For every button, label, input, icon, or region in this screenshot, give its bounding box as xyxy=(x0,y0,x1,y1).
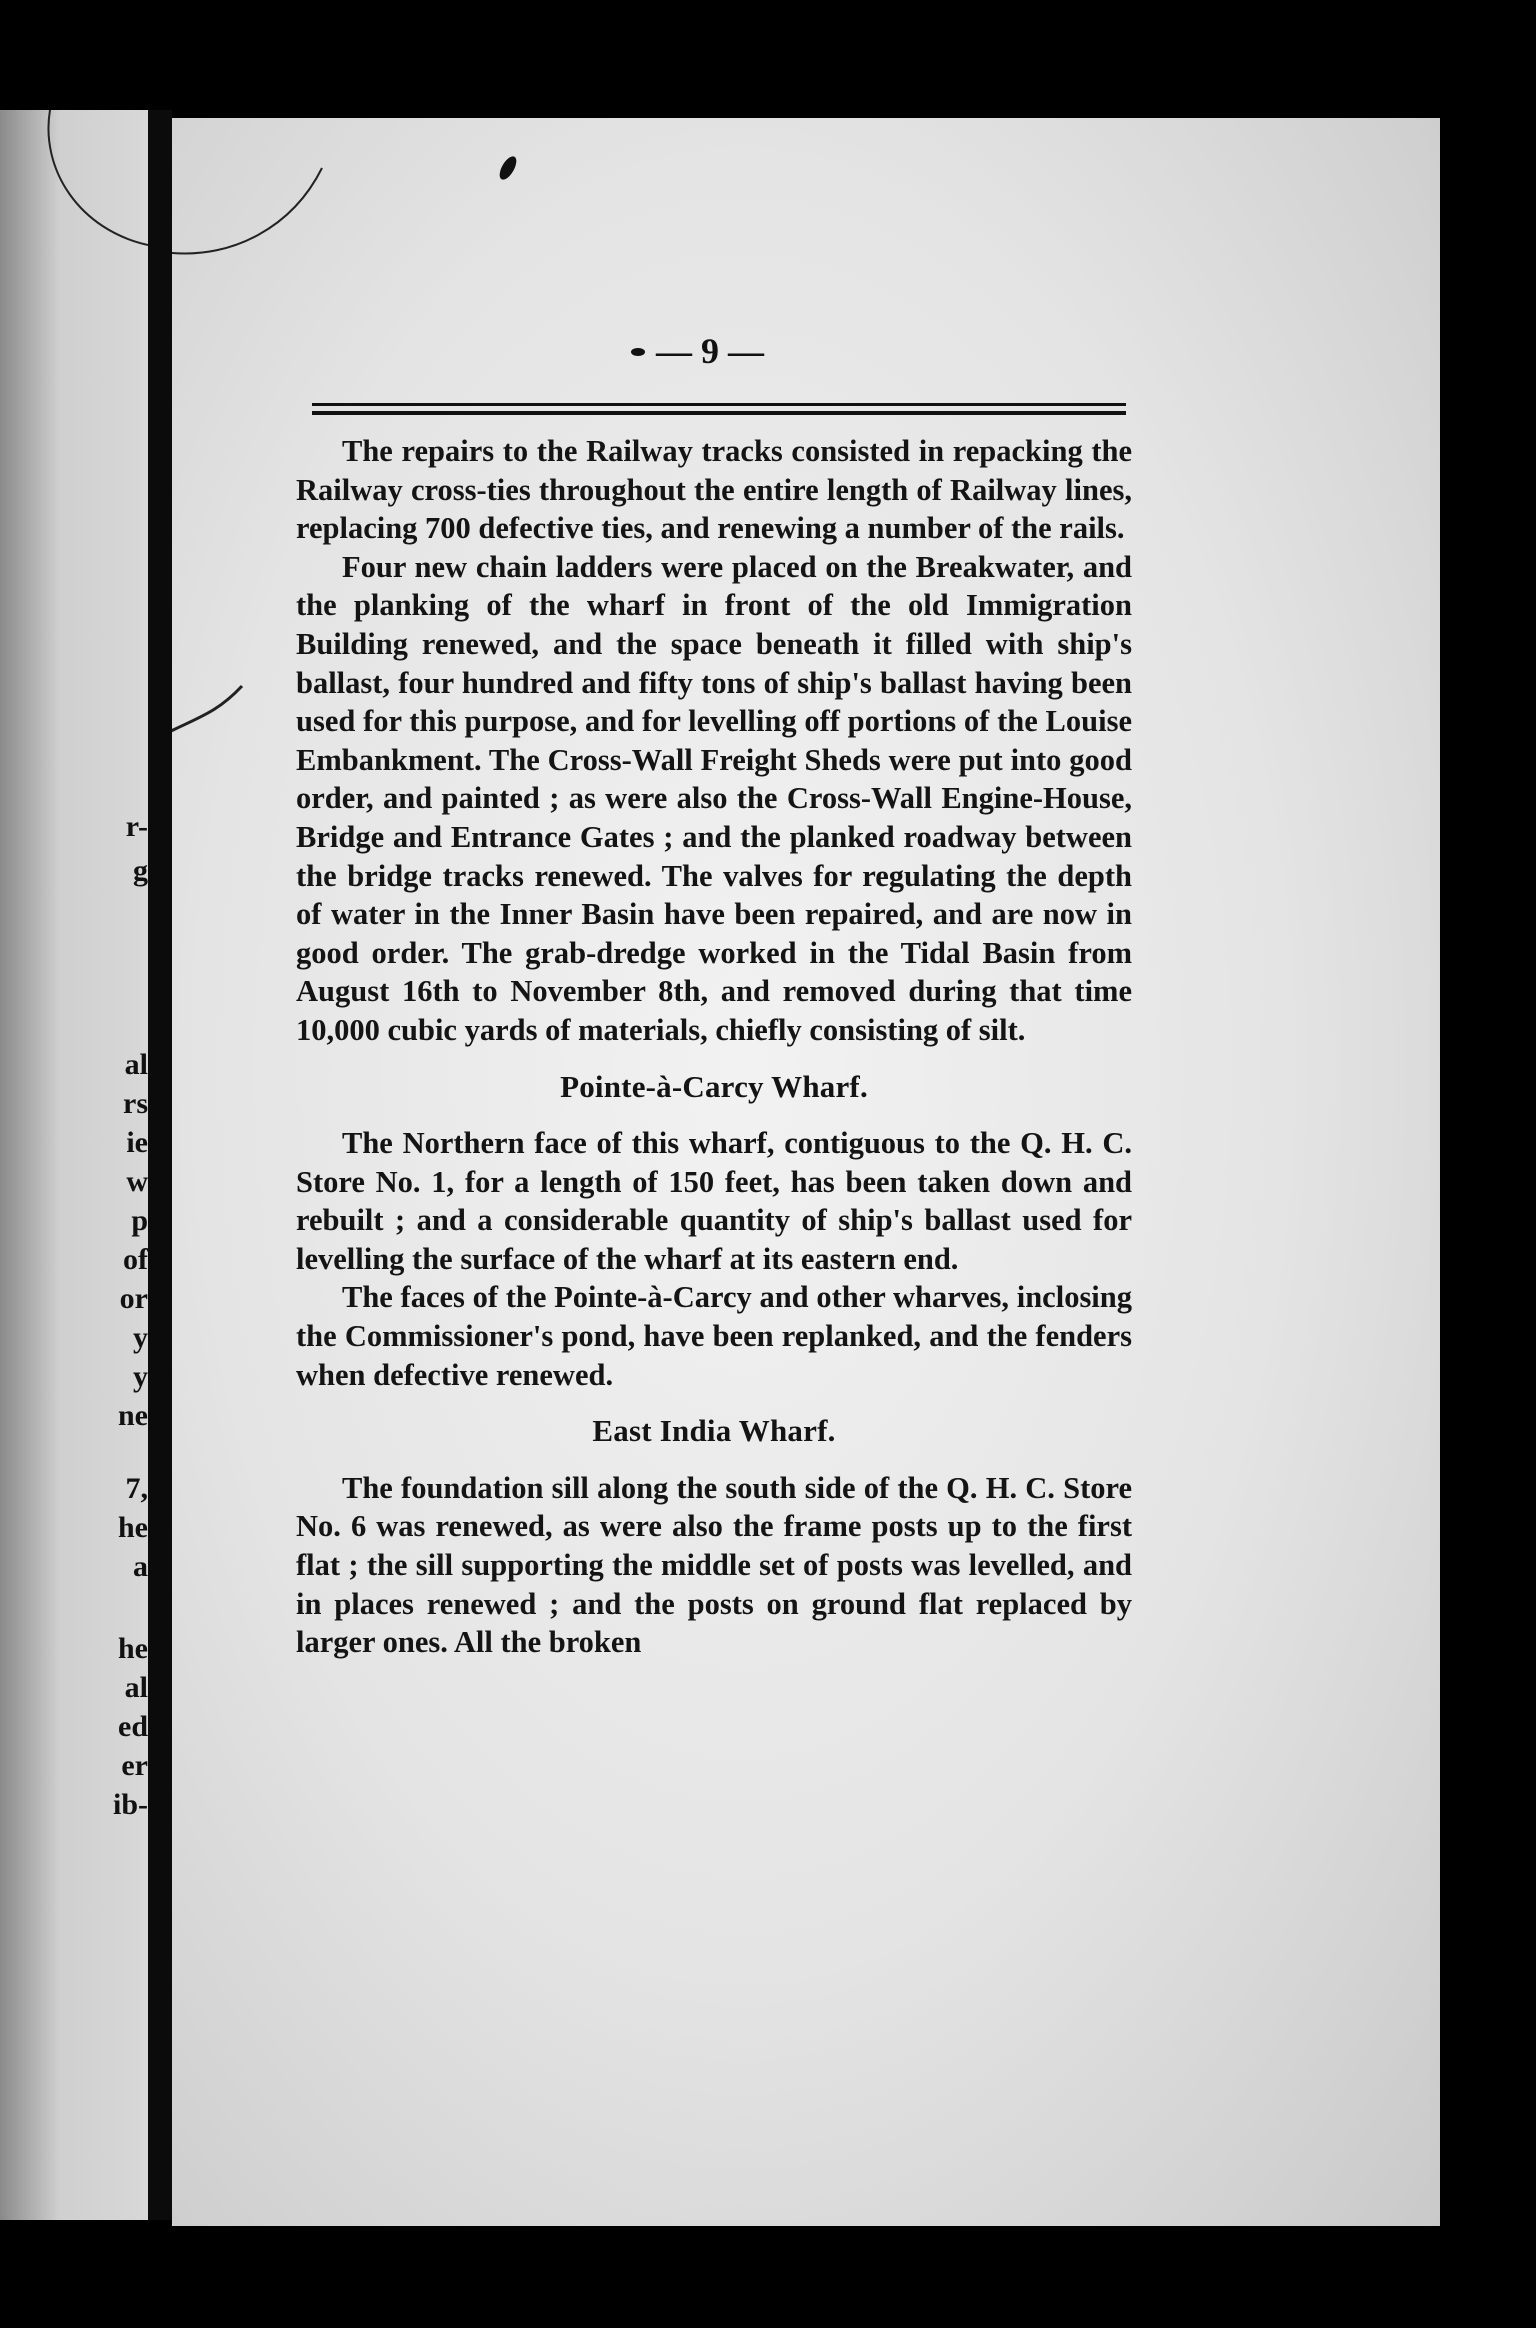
body-text xyxy=(296,432,1132,1662)
book-spine xyxy=(148,110,172,2220)
pen-stroke-mark xyxy=(0,110,148,310)
fragment: al xyxy=(124,1671,148,1704)
fragment: er xyxy=(121,1749,148,1782)
header-rule xyxy=(312,403,1126,406)
section-heading: East India Wharf. xyxy=(592,1413,836,1449)
fragment: rs xyxy=(123,1087,148,1120)
fragment: ne xyxy=(118,1399,148,1432)
fragment: ie xyxy=(126,1126,148,1159)
fragment: p xyxy=(131,1204,148,1237)
fragment: or xyxy=(119,1282,148,1315)
fragment: 7, xyxy=(125,1472,148,1505)
fragment: ib- xyxy=(112,1788,148,1821)
fragment: he xyxy=(118,1632,148,1665)
fragment: he xyxy=(118,1511,148,1544)
fragment: ed xyxy=(118,1710,148,1743)
header-rule xyxy=(312,411,1126,415)
fragment: al xyxy=(124,1048,148,1081)
paragraph: Four new chain ladders were placed on the Breakwater, and the planking of the wharf in front of the old Immigration Building renewed, and the space beneath it filled with ship's ballast, four hundred and fifty tons of ship's ballast having been used for this purpose, and for levelling off portions of the Louise Embankment. The Cross-Wall Freight Sheds were put into good order, and painted ; as were also the Cross-Wall Engine-House, Bridge and Entrance Gates ; and the planked roadway between the bridge tracks renewed. The valves for regulating the depth of water in the Inner Basin have been repaired, and are now in good order. The grab-dredge worked in the Tidal Basin from August 16th to November 8th, and removed during that time 10,000 cubic yards of materials, chiefly consisting of silt. xyxy=(296,549,1132,1047)
fragment: w xyxy=(126,1165,148,1198)
fragment: y xyxy=(133,1360,148,1393)
paragraph: The repairs to the Railway tracks consisted in repacking the Railway cross-ties throughout the entire length of Railway lines, replacing 700 defective ties, and renewing a number of the rails. xyxy=(296,434,1132,546)
paragraph: The foundation sill along the south side of the Q. H. C. Store No. 6 was renewed, as were also the frame posts up to the first flat ; the sill supporting the middle set of posts was levelled, and in places renewed ; and the posts on ground flat replaced by larger ones. All the broken xyxy=(296,1470,1132,1660)
fragment: y xyxy=(133,1321,148,1354)
fragment: a xyxy=(133,1550,148,1583)
fragment: g xyxy=(133,854,148,887)
section-heading: Pointe-à-Carcy Wharf. xyxy=(560,1068,868,1104)
facing-page-edge xyxy=(0,110,148,2220)
page-number: — 9 — xyxy=(656,331,764,371)
paragraph: The Northern face of this wharf, contiguous to the Q. H. C. Store No. 1, for a length of 150 feet, has been taken down and rebuilt ; and a considerable quantity of ship's ballast used for levelling the surface of the wharf at its eastern end. xyxy=(296,1126,1132,1276)
paragraph: The faces of the Pointe-à-Carcy and other wharves, inclosing the Commissioner's pond, have been replanked, and the fenders when defective renewed. xyxy=(296,1280,1132,1392)
fragment: of xyxy=(123,1243,148,1276)
fragment: r- xyxy=(125,810,148,843)
